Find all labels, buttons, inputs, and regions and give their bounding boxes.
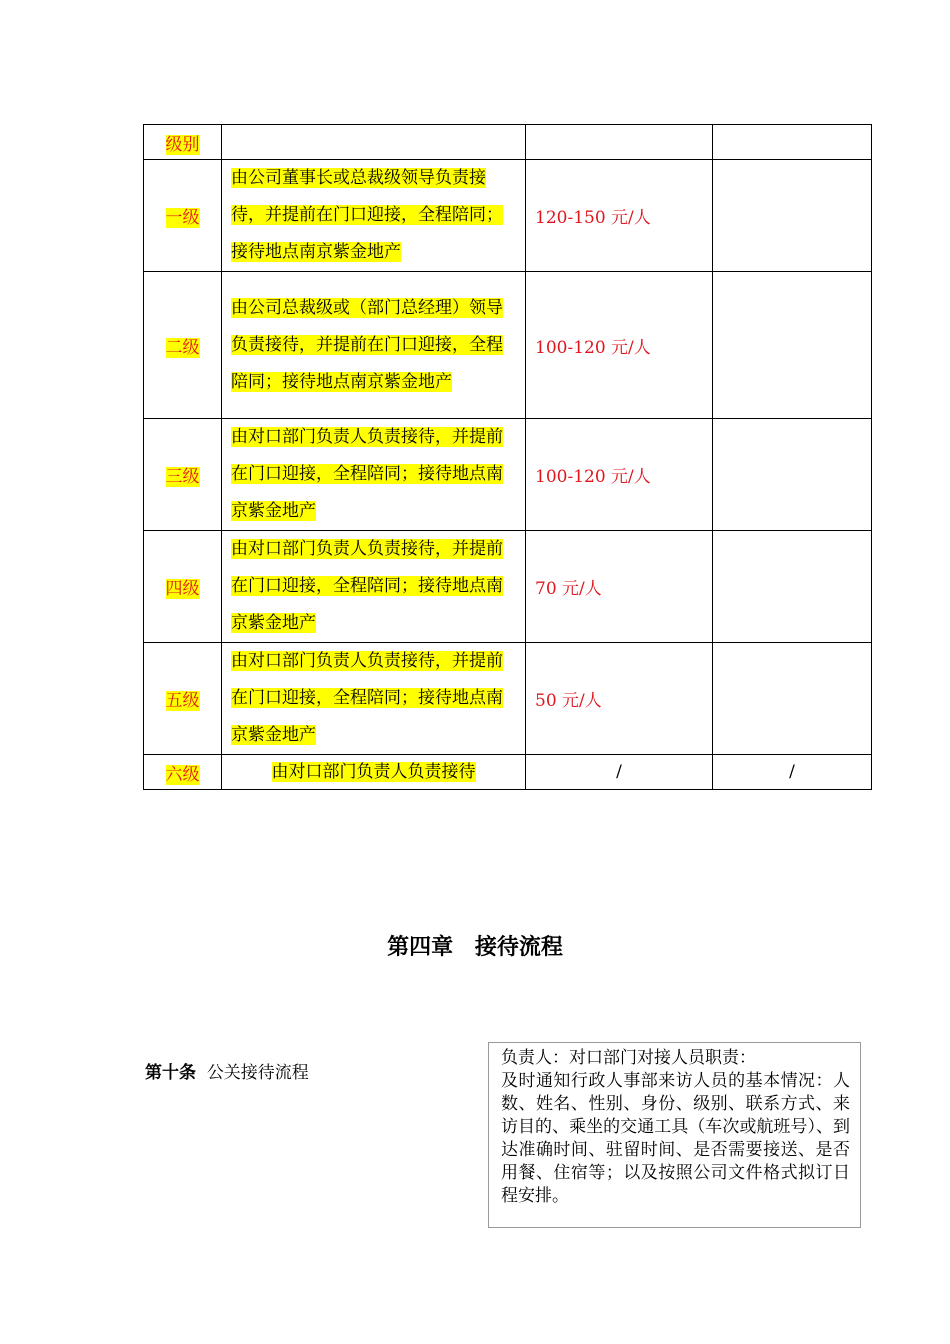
level-cell (144, 272, 222, 419)
description-text: 由对口部门负责人负责接待，并提前在门口迎接，全程陪同；接待地点南京紫金地产 (231, 651, 503, 745)
level-label: 一级 (165, 208, 200, 228)
remark-cell (713, 272, 872, 419)
level-cell (144, 531, 222, 643)
standard-cell: 50 元/人 (526, 643, 713, 755)
standard-cell: 100-120 元/人 (526, 272, 713, 419)
remark-cell (713, 419, 872, 531)
description-cell (222, 160, 526, 272)
description-text: 由公司董事长或总裁级领导负责接待，并提前在门口迎接，全程陪同；接待地点南京紫金地产 (231, 168, 503, 262)
standard-cell: 120-150 元/人 (526, 160, 713, 272)
description-text: 由对口部门负责人负责接待，并提前在门口迎接，全程陪同；接待地点南京紫金地产 (231, 427, 503, 521)
description-text: 由对口部门负责人负责接待，并提前在门口迎接，全程陪同；接待地点南京紫金地产 (231, 539, 503, 633)
standard-header (526, 125, 713, 160)
standard-cell: / (526, 755, 713, 790)
table-row (144, 755, 872, 790)
article-title: 公关接待流程 (206, 1063, 309, 1083)
table-row (144, 160, 872, 272)
level-header: 级别 (165, 134, 200, 155)
level-label: 二级 (165, 337, 200, 358)
level-cell (144, 643, 222, 755)
article-heading (145, 1058, 309, 1083)
level-label: 五级 (165, 691, 200, 711)
table-header-row (144, 125, 872, 160)
level-cell (144, 160, 222, 272)
table-row (144, 643, 872, 755)
responsibility-note-box (488, 1042, 861, 1228)
note-body: 及时通知行政人事部来访人员的基本情况：人数、姓名、性别、身份、级别、联系方式、来访目的、乘坐的交通工具（车次或航班号）、到达准确时间、驻留时间、是否需要接送、是否用餐、住宿等；以及按照公司文件格式拟订日程安排。 (501, 1071, 850, 1206)
description-cell (222, 272, 526, 419)
description-cell (222, 419, 526, 531)
level-label: 六级 (165, 764, 200, 785)
description-cell (222, 643, 526, 755)
remark-cell: / (713, 755, 872, 790)
remark-header (713, 125, 872, 160)
standard-cell: 100-120 元/人 (526, 419, 713, 531)
remark-cell (713, 643, 872, 755)
level-label: 三级 (165, 467, 200, 487)
description-text: 由对口部门负责人负责接待 (271, 762, 476, 782)
remark-cell (713, 160, 872, 272)
level-label: 四级 (165, 579, 200, 599)
level-header-cell (144, 125, 222, 160)
note-heading: 负责人：对口部门对接人员职责： (501, 1048, 756, 1068)
level-cell (144, 419, 222, 531)
description-cell (222, 531, 526, 643)
table-row (144, 272, 872, 419)
table-row (144, 419, 872, 531)
description-cell (222, 755, 526, 790)
table-row (144, 531, 872, 643)
article-number: 第十条 (145, 1063, 196, 1083)
description-header (222, 125, 526, 160)
reception-level-table (143, 124, 872, 790)
chapter-title: 第四章 接待流程 (387, 935, 563, 960)
standard-cell: 70 元/人 (526, 531, 713, 643)
description-text: 由公司总裁级或（部门总经理）领导负责接待，并提前在门口迎接，全程陪同；接待地点南京紫金地产 (231, 297, 503, 392)
level-cell (144, 755, 222, 790)
remark-cell (713, 531, 872, 643)
